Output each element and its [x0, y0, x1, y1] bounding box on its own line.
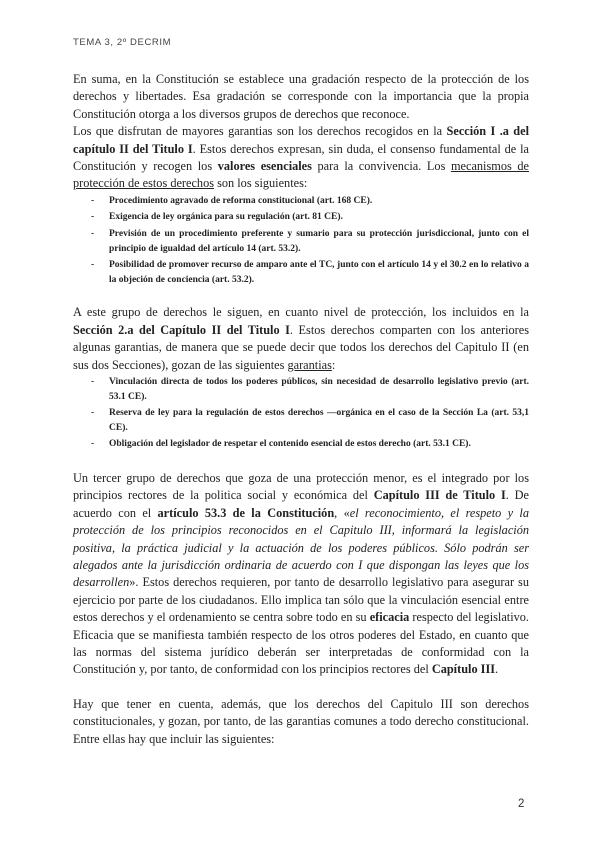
- paragraph-constitutional-guarantees: Hay que tener en cuenta, además, que los derechos del Capitulo III son derechos constitucionales, y gozan, por tanto, de las garantias comunes a todo derecho constitucional. Entre ellas hay que incluir las siguientes:: [73, 696, 529, 746]
- list-item: - Procedimiento agravado de reforma constitucional (art. 168 CE).: [109, 194, 529, 209]
- paragraph-intro: En suma, en la Constitución se establece una gradación respecto de la protección de los derechos y libertades. Esa gradación se corresponde con la importancia que la propia Constitución otorga a los diversos grupos de derechos que reconoce.: [73, 72, 529, 121]
- guarantees-list-2: [73, 375, 529, 452]
- document-body: [73, 71, 529, 748]
- paragraph-chapter-3: Un tercer grupo de derechos que goza de una protección menor, es el integrado por los principios rectores de la politica social y económica del Capítulo III de Titulo I. De acuerdo con el artículo 53.3 de la Constitución, «el reconocimiento, el respeto y la protección de los principios reconocidos en el Capitulo III, informará la legislación positiva, la práctica judicial y la actuación de los poderes públicos. Sólo podrán ser alegados ante la jurisdicción ordinaria de acuerdo con I que dispongan las leyes que los desarrollen». Estos derechos requieren, por tanto de desarrollo legislativo para asegurar su ejercicio por parte de los ciudadanos. Ello implica tan sólo que la vinculación esencial entre estos derechos y el ordenamiento se centra sobre todo en su eficacia respecto del legislativo. Eficacia que se manifiesta también respecto de los otros poderes del Estado, en cuanto que las normas del sistema jurídico deberán ser interpretadas de conformidad con la Constitución y, por tanto, de conformidad con los principios rectores del Capítulo III.: [73, 471, 529, 677]
- list-item: - Previsión de un procedimiento preferente y sumario para su protección jurisdiccional, junto con el principio de igualdad del artículo 14 (art. 53.2).: [109, 227, 529, 256]
- guarantees-list-1: [73, 194, 529, 288]
- list-item: - Vinculación directa de todos los poderes públicos, sin necesidad de desarrollo legislativo previo (art. 53.1 CE).: [109, 375, 529, 404]
- list-item: - Reserva de ley para la regulación de estos derechos —orgánica en el caso de la Sección La (art. 53,1 CE).: [109, 406, 529, 435]
- paragraph-section-1: Los que disfrutan de mayores garantias son los derechos recogidos en la Sección I .a del capítulo II del Titulo I. Estos derechos expresan, sin duda, el consenso fundamental de la Constitución y recogen los valores esenciales para la convivencia. Los mecanismos de protección de estos derechos son los siguientes:: [73, 124, 530, 191]
- list-item: - Exigencia de ley orgánica para su regulación (art. 81 CE).: [109, 210, 529, 225]
- list-item: - Posibilidad de promover recurso de amparo ante el TC, junto con el artículo 14 y el 30.2 en lo relativo a la objeción de conciencia (art. 53.2).: [109, 258, 529, 287]
- list-item: - Obligación del legislador de respetar el contenido esencial de estos derecho (art. 53.1 CE).: [109, 437, 529, 452]
- paragraph-section-2: A este grupo de derechos le siguen, en cuanto nivel de protección, los incluidos en la Sección 2.a del Capítulo II del Titulo I. Estos derechos comparten con los anteriores algunas garantias, de manera que se puede decir que todos los derechos del Capitulo II (en sus dos Secciones), gozan de las siguientes garantias:: [73, 305, 529, 372]
- page-number: 2: [518, 798, 525, 810]
- page-header: TEMA 3, 2º DECRIM: [73, 37, 172, 48]
